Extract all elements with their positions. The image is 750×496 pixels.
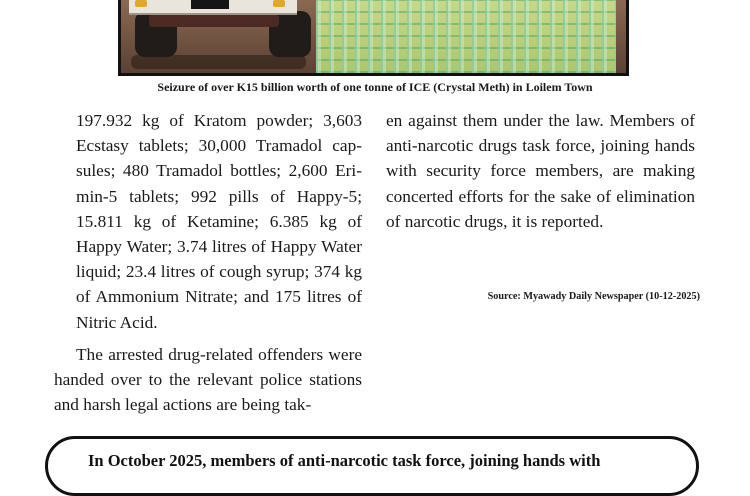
article-right-column	[386, 108, 695, 234]
callout-box	[45, 436, 699, 496]
truck-shadow	[131, 55, 306, 69]
article-left-column	[76, 108, 362, 335]
article-left-column-2	[54, 342, 362, 418]
drug-packages-image	[316, 0, 616, 73]
figure-caption: Seizure of over K15 billion worth of one tonne of ICE (Crystal Meth) in Loilem Town	[157, 80, 593, 94]
truck-light-right	[273, 0, 285, 7]
package-highlights	[316, 0, 616, 73]
seizure-photo	[118, 0, 629, 76]
article-source: Source: Myawady Daily Newspaper (10-12-2025)	[487, 291, 700, 302]
truck-image	[121, 0, 311, 73]
truck-plate	[191, 0, 229, 9]
callout-text: In October 2025, members of anti-narcotic task force, joining hands with	[88, 451, 601, 470]
paragraph-seized-items: 197.932 kg of Kratom powder; 3,603 Ecstasy tablets; 30,000 Tramadol capsules; 480 Tramadol bottles; 2,600 Erimin-5 tablets; 992 pills of Happy-5; 15.811 kg of Ketamine; 6.385 kg of Happy Water; 3.74 litres of Happy Water liquid; 23.4 litres of cough syrup; 374 kg of Ammonium Nitrate; and 175 litres of Nitric Acid.	[76, 111, 362, 332]
truck-light-left	[135, 0, 147, 7]
truck-frame	[149, 15, 279, 27]
paragraph-arrested-offenders: The arrested drug-related offenders were handed over to the relevant police stations and harsh legal actions are being tak-	[54, 345, 362, 415]
paragraph-task-force: en against them under the law. Members of anti-narcotic drugs task force, joining hands with security force members, are making concerted efforts for the sake of elimination of narcotic drugs, it is reported.	[386, 111, 695, 231]
